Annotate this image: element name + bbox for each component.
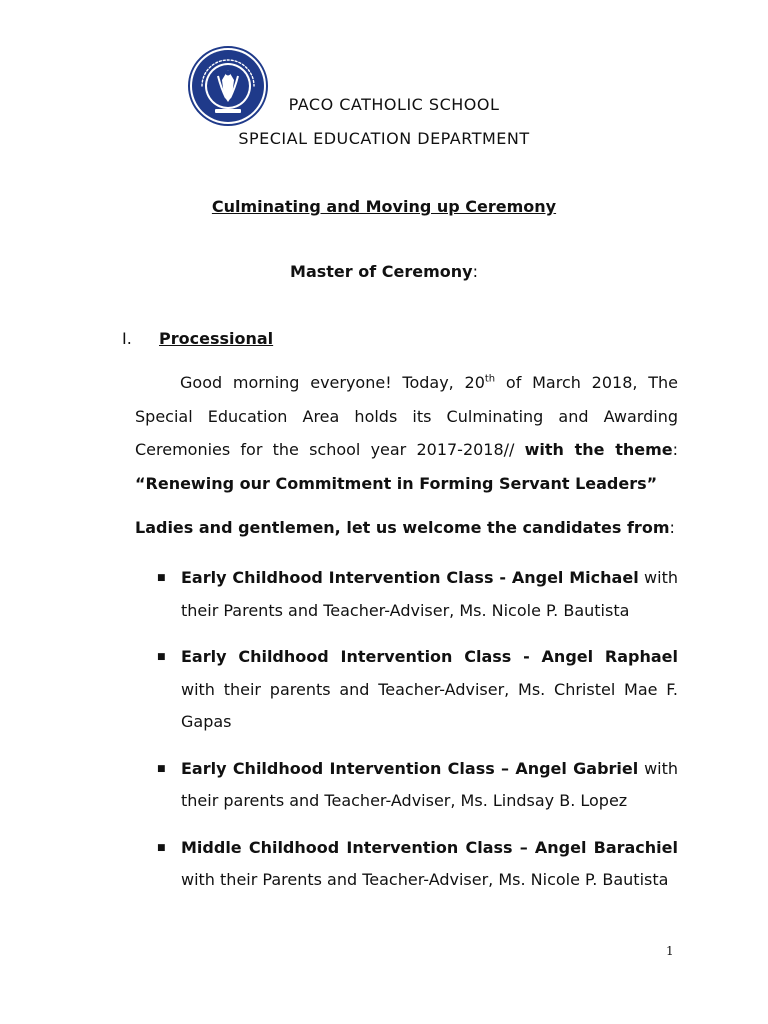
list-item (157, 641, 678, 739)
intro-part2: of March 2018, The Special Education Area holds its Culminating and Awarding Ceremonies for the school year 2017-2018// (135, 373, 678, 459)
class-details: with their parents and Teacher-Adviser, Ms. Christel Mae F. Gapas (181, 679, 678, 731)
mc-colon: : (472, 262, 478, 281)
section-heading (122, 329, 273, 348)
class-name: Early Childhood Intervention Class - Angel Michael (181, 568, 639, 587)
bullet-icon: ■ (157, 573, 166, 583)
welcome-text: Ladies and gentlemen, let us welcome the candidates from (135, 518, 670, 537)
department-name: SPECIAL EDUCATION DEPARTMENT (238, 129, 530, 148)
master-of-ceremony-label: Master of Ceremony (290, 262, 473, 281)
bullet-icon: ■ (157, 652, 166, 662)
theme-colon: : (672, 440, 678, 459)
class-name: Early Childhood Intervention Class - Angel Raphael (181, 647, 678, 666)
bullet-icon: ■ (157, 842, 166, 853)
theme-label: with the theme (524, 440, 673, 459)
intro-paragraph (135, 366, 678, 500)
master-of-ceremony-line (0, 262, 768, 281)
list-item (157, 832, 678, 897)
class-details: with their Parents and Teacher-Adviser, Ms. Nicole P. Bautista (181, 870, 669, 889)
section-title: Processional (159, 329, 274, 348)
theme-text: “Renewing our Commitment in Forming Servant Leaders” (135, 473, 658, 493)
school-seal-icon (188, 46, 268, 126)
ceremony-title: Culminating and Moving up Ceremony (211, 197, 557, 216)
welcome-line (135, 518, 675, 537)
class-name: Early Childhood Intervention Class – Angel Gabriel (181, 758, 639, 778)
page-number: 1 (666, 944, 674, 958)
welcome-colon: : (669, 518, 675, 537)
class-details: with their parents and Teacher-Adviser, Ms. Lindsay B. Lopez (181, 758, 679, 810)
list-item (157, 753, 678, 818)
class-name: Middle Childhood Intervention Class – Angel Barachiel (181, 837, 678, 857)
intro-part1: Good morning everyone! Today, 20 (180, 373, 485, 392)
class-details: with their Parents and Teacher-Adviser, Ms. Nicole P. Bautista (181, 568, 679, 620)
list-item (157, 562, 678, 627)
section-number: I. (122, 329, 132, 348)
bullet-icon: ■ (157, 763, 166, 774)
intro-sup: th (484, 373, 496, 385)
school-name: PACO CATHOLIC SCHOOL (288, 95, 500, 114)
class-list (157, 562, 678, 911)
